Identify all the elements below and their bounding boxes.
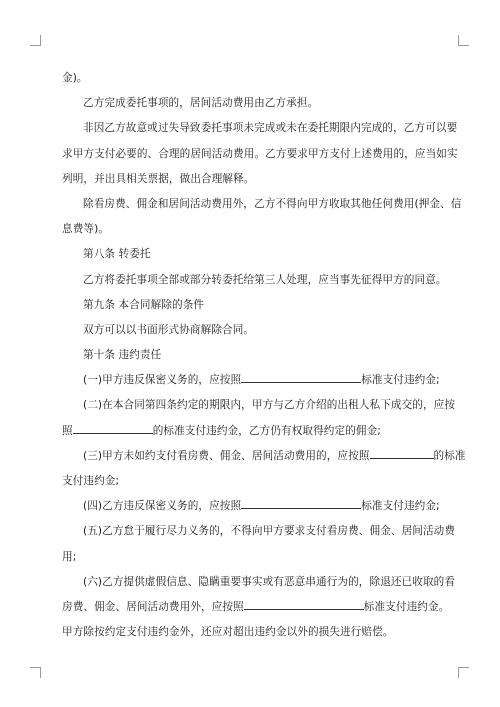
text-line: 息费等)。 [62,223,110,236]
text-line: 乙方将委托事项全部或部分转委托给第三人处理，应当事先征得甲方的同意。 [83,273,447,286]
fill-in-blank[interactable] [244,599,364,610]
clause-3-line-2: 支付违约金; [62,475,120,487]
fill-in-blank[interactable] [73,423,153,434]
clause-6-line-1: (六)乙方提供虚假信息、隐瞒重要事实或有恶意串通行为的，除退还已收取的看 [83,575,456,588]
clause-text: (四)乙方违反保密义务的，应按照 [83,500,242,513]
clause-text: 标准支付违约金; [361,374,440,387]
final-paragraph: 甲方除按约定支付违约金外，还应对超出违约金以外的损失进行赔偿。 [62,626,394,639]
fill-in-blank[interactable] [241,372,361,383]
section-heading-8: 第八条 转委托 [83,248,151,261]
clause-text: 标准支付违约金; [361,500,440,513]
clause-text: 照 [62,424,73,437]
clause-text: 的标准 [433,449,466,462]
clause-3-line-1 [62,444,466,469]
crop-mark-top-right [458,35,469,46]
fill-in-blank[interactable] [370,448,434,459]
section-heading-9: 第九条 本合同解除的条件 [83,298,205,311]
clause-4 [62,494,447,519]
clause-text: 标准支付违约金。 [363,600,450,613]
crop-mark-bottom-left [30,667,41,678]
clause-2-line-1: (二)在本合同第四条约定的期限内，甲方与乙方介绍的出租人私下成交的，应按 [83,399,456,412]
text-line: 求甲方支付必要的、合理的居间活动费用。乙方要求甲方支付上述费用的，应当如实 [62,147,458,160]
clause-text: 房费、佣金、居间活动费用外，应按照 [62,600,244,613]
clause-1 [62,368,447,393]
clause-text: (一)甲方违反保密义务的，应按照 [83,374,242,387]
crop-mark-top-left [30,35,41,46]
section-heading-10: 第十条 违约责任 [83,349,162,362]
text-line: 乙方完成委托事项的，居间活动费用由乙方承担。 [83,97,319,110]
text-line: 金)。 [62,72,88,84]
clause-2-line-2 [62,419,447,444]
document-body [62,66,466,645]
text-line: 列明，并出具相关票据，做出合理解释。 [62,172,255,185]
text-line: 双方可以以书面形式协商解除合同。 [83,323,255,336]
clause-5-line-1: (五)乙方怠于履行尽力义务的，不得向甲方要求支付看房费、佣金、居间活动费 [83,525,456,538]
text-line: 非因乙方故意或过失导致委托事项未完成或未在委托期限内完成的，乙方可以要 [83,122,458,135]
text-line: 除看房费、佣金和居间活动费用外，乙方不得向甲方收取其他任何费用(押金、信 [83,197,462,210]
clause-5-line-2: 用; [62,550,77,563]
clause-text: 的标准支付违约金，乙方仍有权取得约定的佣金; [152,424,381,437]
clause-6-line-2 [62,595,450,620]
fill-in-blank[interactable] [241,498,361,509]
crop-mark-bottom-right [458,667,469,678]
clause-text: (三)甲方未如约支付看房费、佣金、居间活动费用的，应按照 [83,449,370,462]
